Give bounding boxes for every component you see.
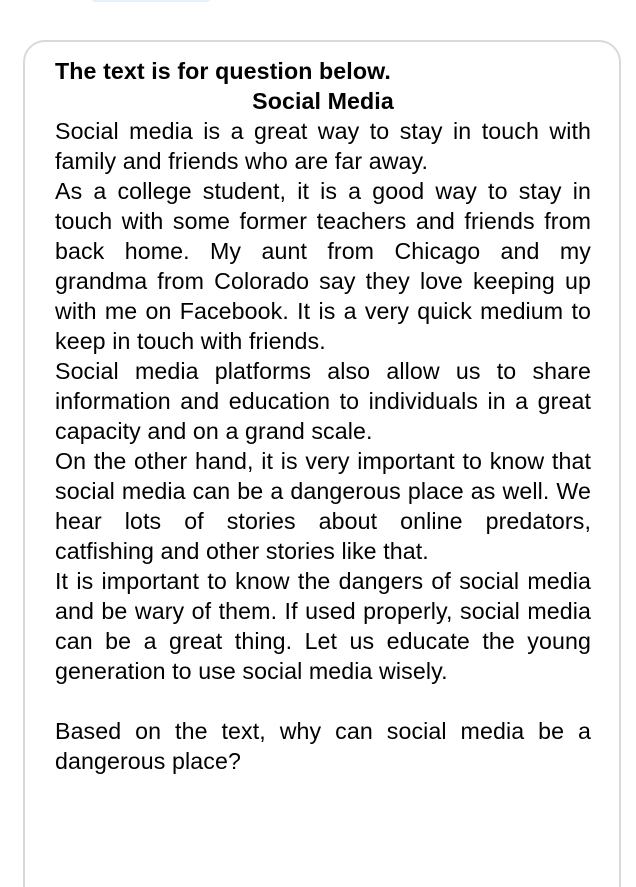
top-tab-indicator bbox=[90, 0, 212, 2]
passage-paragraph: It is important to know the dangers of social media and be wary of them. If used properly, social media can be a great thing. Let us educate the young generation to use social media wisely. bbox=[55, 568, 591, 684]
question-text: Based on the text, why can social media be a dangerous place? bbox=[55, 718, 591, 774]
question-content bbox=[55, 56, 591, 776]
spacer bbox=[55, 686, 591, 716]
passage-paragraph: On the other hand, it is very important to know that social media can be a dangerous place as well. We hear lots of stories about online predators, catfishing and other stories like that. bbox=[55, 448, 591, 564]
instruction-text: The text is for question below. bbox=[55, 58, 391, 84]
passage-paragraph: As a college student, it is a good way to stay in touch with some former teachers and friends from back home. My aunt from Chicago and my grandma from Colorado say they love keeping up with me on Facebook. It is a very quick medium to keep in touch with friends. bbox=[55, 178, 591, 354]
passage-paragraph: Social media platforms also allow us to share information and education to individuals in a great capacity and on a grand scale. bbox=[55, 358, 591, 444]
passage-title: Social Media bbox=[252, 88, 394, 114]
passage-paragraph: Social media is a great way to stay in touch with family and friends who are far away. bbox=[55, 118, 591, 174]
